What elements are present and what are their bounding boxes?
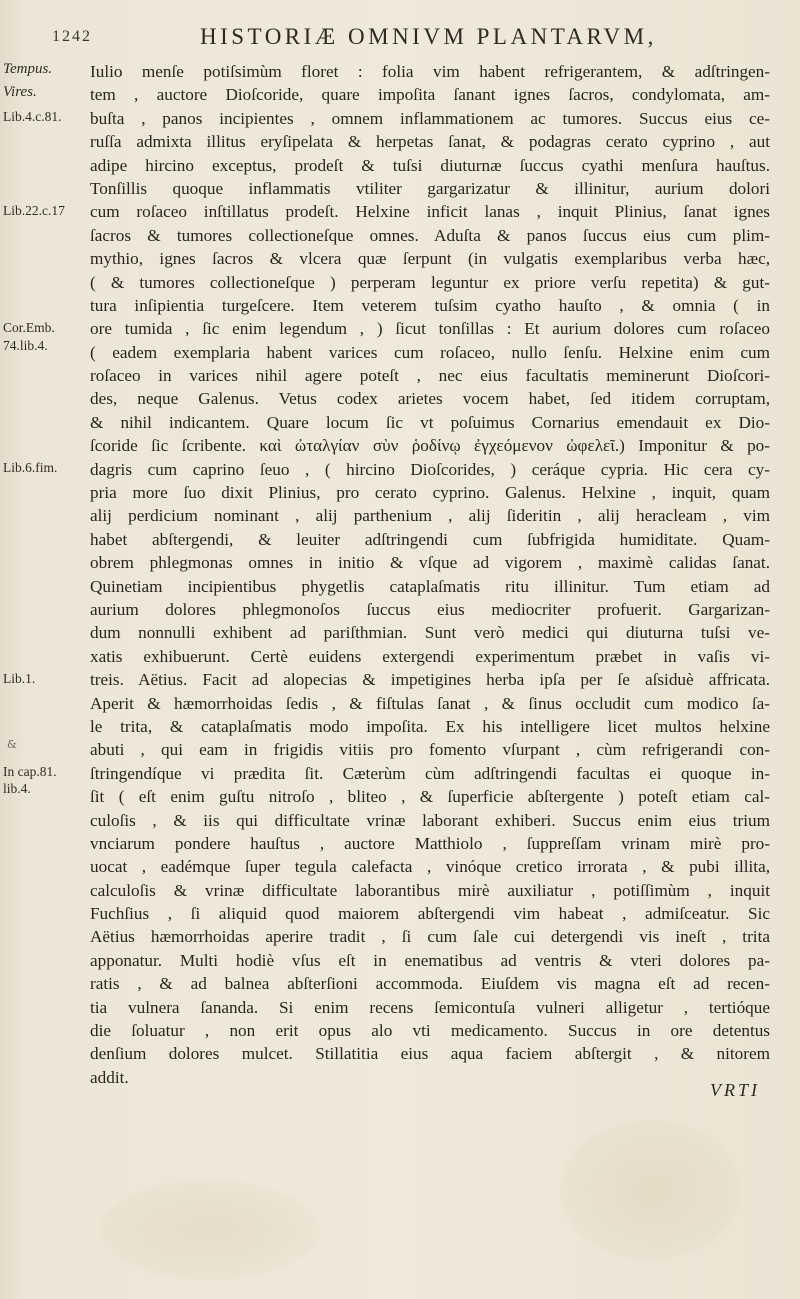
text-line: uocat , eadémque ſuper tegula calefacta , vinóque cretico irrorata , & pubi illita, xyxy=(90,857,770,877)
text-line: ſtringendíque vi prædita ſit. Cæterùm cùm adſtringendi facultas ei quoque in- xyxy=(90,763,770,783)
text-line: ( eadem exemplaria habent varices cum roſaceo, nullo ſenſu. Helxine enim cum xyxy=(90,342,770,362)
page-header xyxy=(0,22,800,56)
text-line: apponatur. Multi hodiè vſus eſt in enematibus ad ventris & vteri dolores pa- xyxy=(90,950,770,970)
running-title: HISTORIÆ OMNIVM PLANTARVM, xyxy=(200,24,657,49)
text-line: Quinetiam incipientibus phygetlis cataplaſmatis ritu illinitur. Tum etiam ad xyxy=(90,576,770,596)
text-line: & nihil indicantem. Quare locum ſic vt poſuimus Cornarius emendauit ex Dio- xyxy=(90,412,770,432)
text-line: le trita, & cataplaſmatis modo impoſita. Ex his intelligere licet multos helxine xyxy=(90,716,770,736)
text-line: die ſoluatur , non erit opus alo vti medicamento. Succus in ore detentus xyxy=(90,1021,770,1041)
paper-stain xyxy=(100,1180,320,1280)
paper-stain xyxy=(560,1120,740,1260)
text-line: vnciarum pondere hauſtus , auctore Matthiolo , ſuppreſſam vrinam mirè pro- xyxy=(90,833,770,853)
page-number: 1242 xyxy=(52,28,92,45)
margin-note-vires: Vires. xyxy=(3,84,37,100)
text-line: xatis exhibuerunt. Certè euidens extergendi experimentum præbet in vaſis vi- xyxy=(90,646,770,666)
text-line: roſaceo in varices nihil agere poteſt , nec eius facultatis meminerunt Dioſcori- xyxy=(90,366,770,386)
margin-note-lib1: Lib.1. xyxy=(3,671,36,686)
text-line: Fuchſius , ſi aliquid quod maiorem abſtergendi vim habeat , admiſceatur. Sic xyxy=(90,904,770,924)
text-line: obrem phlegmonas omnes in initio & vſque ad vigorem , maximè calidas ſanat. xyxy=(90,553,770,573)
text-line: ratis , & ad balnea abſterſioni accommoda. Eiuſdem vis magna eſt ad recen- xyxy=(90,974,770,994)
text-line: ſacros & tumores collectioneſque omnes. Aduſta & panos ſuccus eius cum plim- xyxy=(90,225,770,245)
text-line: treis. Aëtius. Facit ad alopecias & impetigines herba ipſa per ſe aſsiduè affricata. xyxy=(90,670,770,690)
text-line: pria more ſuo dixit Plinius, pro cerato cyprino. Galenus. Helxine , inquit, quam xyxy=(90,483,770,503)
text-line: Tonſillis quoque inflammatis vtiliter gargarizatur & illinitur, aurium dolori xyxy=(90,178,770,198)
text-line: ( & tumores collectioneſque ) perperam leguntur ex priore verſu repetita) & gut- xyxy=(90,272,770,292)
text-line: des, neque Galenus. Vetus codex arietes vocem habet, ſed itidem corruptam, xyxy=(90,389,770,409)
text-line: dum nonnulli exhibent ad pariſthmian. Sunt verò medici qui diuturna tuſsi ve- xyxy=(90,623,770,643)
text-line: denſium dolores mulcet. Stillatitia eius aqua faciem abſtergit , & nitorem xyxy=(90,1044,770,1064)
text-line: aurium dolores phlegmonoſos ſuccus eius mediocriter profuerit. Gargarizan- xyxy=(90,599,770,619)
text-line: Aëtius hæmorrhoidas aperire tradit , ſi cum ſale cui detergendi vis ineſt , trita xyxy=(90,927,770,947)
text-line: tia vulnera ſananda. Si enim recens ſemicontuſa vulneri alligetur , tertióque xyxy=(90,997,770,1017)
text-line: habet abſtergendi, & leuiter adſtringendi cum ſubfrigida humiditate. Quam- xyxy=(90,529,770,549)
text-line: calculoſis & vrinæ difficultate laborantibus mirè auxiliatur , potiſſimùm , inquit xyxy=(90,880,770,900)
text-line: culoſis , & iis qui difficultate vrinæ laborant exhiberi. Succus enim eius trium xyxy=(90,810,770,830)
text-line: cum roſaceo inſtillatus prodeſt. Helxine inficit lanas , inquit Plinius, ſanat ignes xyxy=(90,202,770,222)
text-line: Iulio menſe potiſsimùm floret : folia vim habent refrigerantem, & adſtringen- xyxy=(90,62,770,81)
text-line: addit. xyxy=(90,1067,129,1087)
margin-note-lib6: Lib.6.fim. xyxy=(3,460,58,475)
margin-note-incap-lib: lib.4. xyxy=(3,781,31,796)
text-line: Aperit & hæmorrhoidas ſedis , & fiſtulas ſanat , & ſinus occludit cum modico ſa- xyxy=(90,693,770,713)
margin-note-incap: In cap.81. xyxy=(3,764,57,779)
margin-note-coremb-lib: 74.lib.4. xyxy=(3,338,48,353)
text-line: ore tumida , ſic enim legendum , ) ſicut tonſillas : Et aurium dolores cum roſaceo xyxy=(90,319,770,339)
stray-mark: & xyxy=(7,738,17,751)
text-line: tem , auctore Dioſcoride, quare impoſita ſanant ignes ſacros, condylomata, am- xyxy=(90,85,770,105)
text-line: dagris cum caprino ſeuo , ( hircino Dioſcorides, ) ceráque cypria. Hic cera cy- xyxy=(90,459,770,479)
text-line: mythio, ignes ſacros & vlcera quæ ſerpunt (in vulgatis exemplaribus verba hæc, xyxy=(90,249,770,269)
text-line: ruſſa admixta illitus eryſipelata & herpetas ſanat, & podagras cerato cyprino , aut xyxy=(90,132,770,152)
text-line: buſta , panos incipientes , omnem inflammationem ac tumores. Succus eius ce- xyxy=(90,108,770,128)
text-line: abuti , qui eam in frigidis vitiis pro fomento vſurpant , cùm refrigerandi con- xyxy=(90,740,770,760)
text-line: adipe hircino exceptus, prodeſt & tuſsi diuturnæ ſuccus cyathi menſura hauſtus. xyxy=(90,155,770,175)
margin-note-coremb: Cor.Emb. xyxy=(3,320,55,335)
margin-note-lib4: Lib.4.c.81. xyxy=(3,109,62,124)
margin-note-lib22: Lib.22.c.17 xyxy=(3,203,65,218)
catchword: VRTI xyxy=(710,1080,760,1100)
body-text xyxy=(90,60,770,1089)
text-line: tura inſipientia turgeſcere. Item veterem tuſsim cyatho hauſto , & omnia ( in xyxy=(90,295,770,315)
margin-note-tempus: Tempus. xyxy=(3,61,53,77)
text-line: alij perdicium nominant , alij parthenium , alij ſideritin , alij heracleam , vim xyxy=(90,506,770,526)
text-line: ſcoride ſic ſcribente. καὶ ὠταλγίαν σὺν ῥοδίνῳ ἐγχεόμενον ὠφελεῖ.) Imponitur & po- xyxy=(90,436,770,456)
text-line: ſit ( eſt enim guſtu nitroſo , bliteo , & ſuperficie abſtergente ) poteſt etiam cal- xyxy=(90,787,770,807)
